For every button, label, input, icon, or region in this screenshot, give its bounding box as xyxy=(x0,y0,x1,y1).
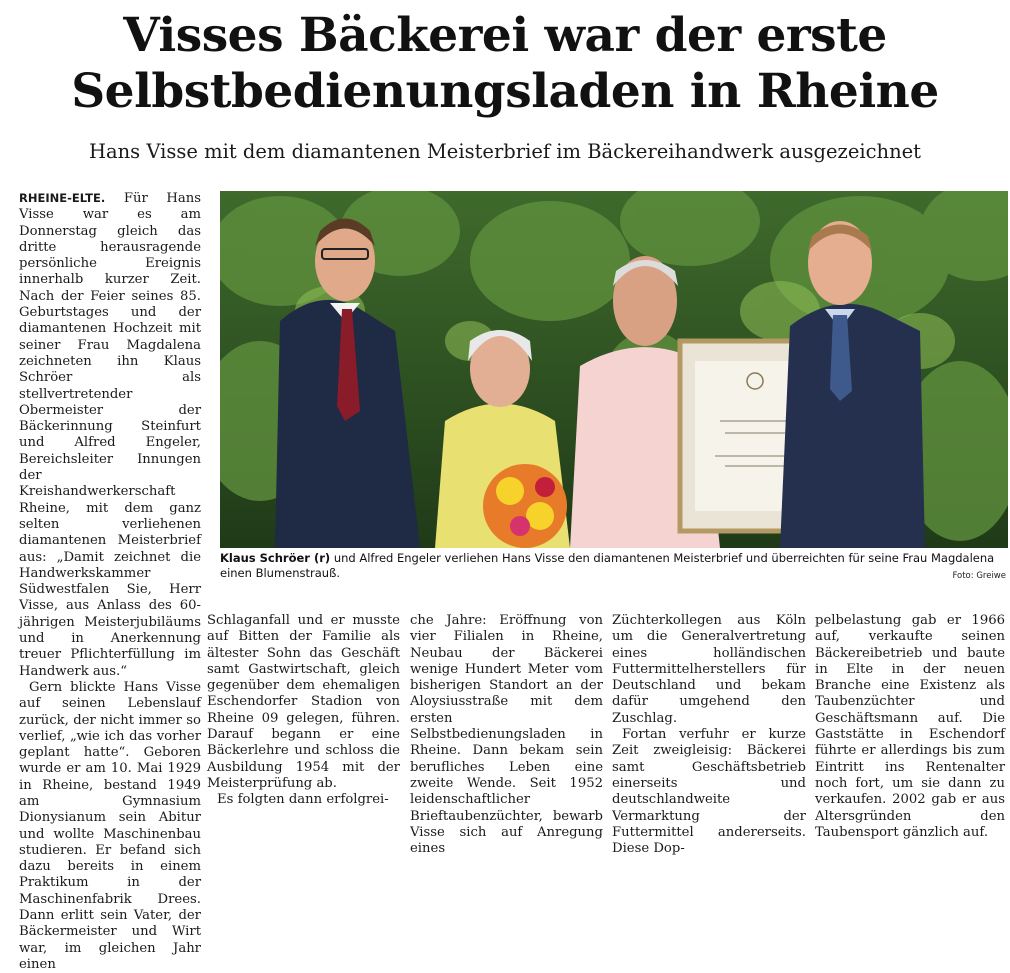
paragraph: Schlaganfall und er musste auf Bitten der Familie als ältester Sohn das Geschäft samt Gastwirtschaft, gleich gegenüber dem ehemaligen Eschendorfer Stadion von Rheine 09 gelegen, führen. Darauf begann er eine Bäckerlehre und schloss die Ausbildung 1954 mit der Meisterprüfung ab. xyxy=(207,613,400,791)
article-column-4 xyxy=(612,613,806,857)
paragraph: Gern blickte Hans Visse auf seinen Lebenslauf zurück, der nicht immer so verlief, „wie ich das vorher geplant hatte“. Geboren wurde er am 10. Mai 1929 in Rheine, bestand 1949 am Gymnasium Dionysianum sein Abitur und wollte Maschinenbau studieren. Er befand sich dazu bereits in einem Praktikum in der Maschinenfabrik Drees. Dann erlitt sein Vater, der Bäckermeister und Wirt war, im gleichen Jahr einen xyxy=(19,679,201,972)
article-column-2 xyxy=(207,613,400,809)
caption-text: und Alfred Engeler verliehen Hans Visse den diamantenen Meisterbrief und überreichten für seine Frau Magdalena einen Blumenstrauß. xyxy=(220,551,995,580)
intro-paragraph xyxy=(19,190,201,680)
headline-line-1: Visses Bäckerei war der erste xyxy=(123,8,887,63)
paragraph: Züchterkollegen aus Köln um die Generalvertretung eines holländischen Futtermittelherstellers für Deutschland und bekam dafür umgehend den Zuschlag. xyxy=(612,613,806,726)
paragraph: che Jahre: Eröffnung von vier Filialen in Rheine, Neubau der Bäckerei wenige Hundert Meter vom bisherigen Standort an der Aloysiusstraße mit dem ersten Selbstbedienungsladen in Rheine. Dann bekam sein berufliches Leben eine zweite Wende. Seit 1952 leidenschaftlicher Brieftaubenzüchter, bewarb Visse sich auf Anregung eines xyxy=(410,613,603,857)
photo-illustration xyxy=(220,191,1008,548)
article-column-5 xyxy=(815,613,1005,841)
article-column-3 xyxy=(410,613,603,857)
photo-credit: Foto: Greiwe xyxy=(952,571,1006,581)
paragraph: Fortan verfuhr er kurze Zeit zweigleisig: Bäckerei samt Geschäftsbetrieb einerseits und deutschlandweite Vermarktung der Futtermittel andererseits. Diese Dop- xyxy=(612,727,806,857)
article-column-1 xyxy=(19,190,201,973)
subheadline: Hans Visse mit dem diamantenen Meisterbrief im Bäckereihandwerk ausgezeichnet xyxy=(88,140,922,163)
paragraph: Es folgten dann erfolgrei- xyxy=(217,792,389,808)
dateline: RHEINE-ELTE. xyxy=(19,191,106,205)
headline xyxy=(0,8,1010,120)
intro-text: Für Hans Visse war es am Donnerstag gleich das dritte herausragende persönliche Ereignis innerhalb kurzer Zeit. Nach der Feier seines 85. Geburtstages und der diamantenen Hochzeit mit seiner Frau Magdalena zeichneten ihn Klaus Schröer als stellvertretender Obermeister der Bäckerinnung Steinfurt und Alfred Engeler, Bereichsleiter Innungen der Kreishandwerkerschaft Rheine, mit dem ganz selten verliehenen diamantenen Meisterbrief aus: „Damit zeichnet die Handwerkskammer Südwestfalen Sie, Herr Visse, aus Anlass des 60-jährigen Meisterjubiläums und in Anerkennung treuer Pflichterfüllung im Handwerk aus.“ xyxy=(19,191,201,679)
photo-caption xyxy=(220,551,1006,581)
caption-lead: Klaus Schröer (r) xyxy=(220,551,331,565)
paragraph: pelbelastung gab er 1966 auf, verkaufte seinen Bäckereibetrieb und baute in Elte in der neuen Branche eine Existenz als Taubenzüchter und Geschäftsmann auf. Die Gaststätte in Eschendorf führte er allerdings bis zum Eintritt ins Rentenalter noch fort, um sie dann zu verkaufen. 2002 gab er aus Altersgründen den Taubensport gänzlich auf. xyxy=(815,613,1005,840)
headline-line-2: Selbstbedienungsladen in Rheine xyxy=(71,64,939,119)
article-photo xyxy=(220,191,1008,548)
